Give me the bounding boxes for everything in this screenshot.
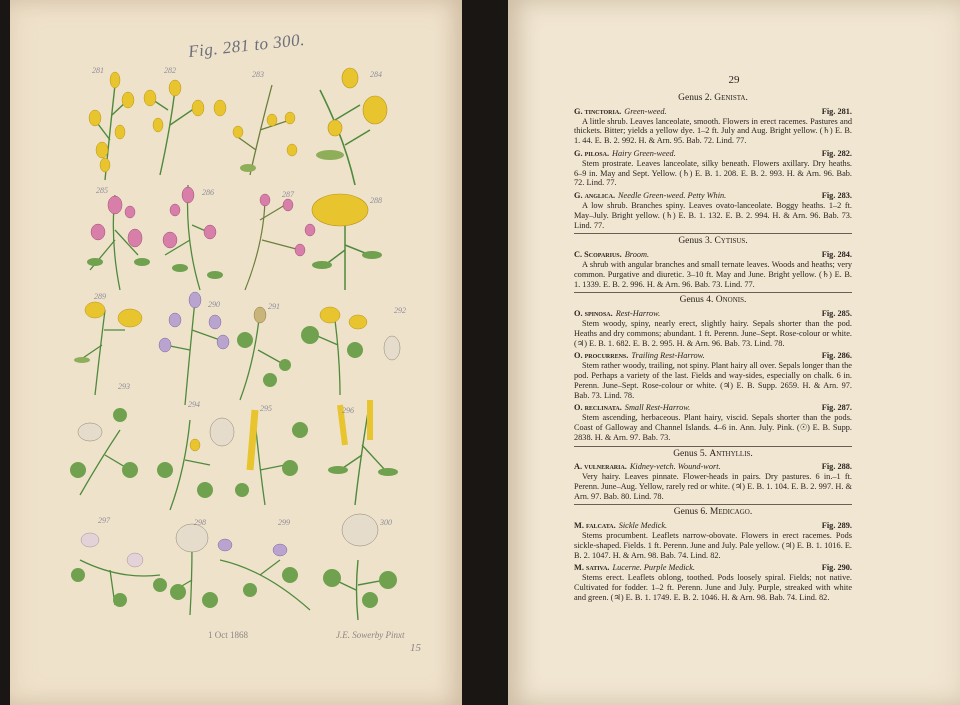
- figure-reference: Fig. 284.: [821, 250, 852, 260]
- fig-number-283: 283: [252, 70, 264, 79]
- species-entry: [574, 149, 852, 188]
- species-name: G. anglica.: [574, 191, 616, 201]
- figure-reference: Fig. 289.: [821, 521, 852, 531]
- common-name: Lucerne. Purple Medick.: [612, 563, 695, 573]
- entry-description: A shrub with angular branches and small ternate leaves. Woods and heaths; very common. Purgative and diuretic. 3–10 ft. May and June. Bright yellow. (♄) E. B. 1. 1339. E. B. 2. 996. H. & Arn. 96. Bab. 73. Lind. 77.: [574, 259, 852, 289]
- genus-number: Genus 4.: [679, 295, 716, 306]
- species-name: C. Scoparius.: [574, 250, 622, 260]
- entry-title: [574, 309, 660, 319]
- figure-reference: Fig. 283.: [821, 191, 852, 201]
- specimen-297: [71, 533, 167, 607]
- specimen-289: [74, 302, 142, 395]
- fig-number-297: 297: [98, 516, 110, 525]
- entry-title: [574, 107, 667, 117]
- specimen-295: [235, 410, 308, 505]
- specimen-299: [218, 539, 310, 610]
- specimen-293: [70, 408, 138, 495]
- entry-header: [574, 149, 852, 159]
- species-name: O. spinosa.: [574, 309, 613, 319]
- entry-description: Stems erect. Leaflets oblong, toothed. Pods loosely spiral. Fields; not native. Cultivated for fodder. 1–2 ft. Perenn. June and July. Purple, streaked with white and green. (♃) E. B. 1. 1749. E. B. 2. 1046. H. & Arn. 98. Bab. 74. Lind. 82.: [574, 573, 852, 602]
- common-name: Small Rest-Harrow.: [624, 403, 691, 413]
- entry-description: A little shrub. Leaves lanceolate, smooth. Flowers in erect racemes. Pastures and thickets. Bitter; yields a yellow dye. 1–2 ft. July and Aug. Bright yellow. (♄) E. B. 1. 44. E. B. 2. 992. H. & Arn. 95. Bab. 72. Lind. 77.: [574, 116, 852, 146]
- entry-header: [574, 403, 852, 413]
- species-entry: [574, 521, 852, 560]
- specimen-292: [301, 307, 400, 395]
- entry-header: [574, 250, 852, 260]
- figure-reference: Fig. 282.: [821, 148, 852, 158]
- specimen-282: [144, 80, 226, 175]
- genus-heading: [574, 296, 852, 306]
- genus-name: Anthyllis.: [709, 448, 753, 459]
- entry-header: [574, 521, 852, 531]
- plate-illustrations: [10, 0, 462, 640]
- species-entry: [574, 403, 852, 442]
- entry-description: A low shrub. Branches spiny. Leaves ovato-lanceolate. Boggy heaths. 1–2 ft. May–July. Bright yellow. (♄) E. B. 1. 132. E. B. 2. 994. H. & Arn. 96. Bab. 73. Lind. 77.: [574, 200, 852, 230]
- common-name: Broom.: [624, 250, 650, 260]
- fig-number-286: 286: [202, 188, 214, 197]
- section-rule: [574, 446, 852, 447]
- entry-title: [574, 149, 676, 159]
- species-name: O. reclinata.: [574, 403, 622, 413]
- entry-title: [574, 521, 667, 531]
- genus-name: Genista.: [714, 93, 748, 103]
- specimen-298: [170, 524, 218, 615]
- fig-number-291: 291: [268, 302, 280, 311]
- common-name: Kidney-vetch. Wound-wort.: [629, 462, 721, 472]
- text-column: [574, 92, 852, 606]
- section-rule: [574, 292, 852, 293]
- species-name: M. falcata.: [574, 521, 616, 531]
- entry-description: Stem prostrate. Leaves lanceolate, silky beneath. Flowers axillary. Dry heaths. 6–9 in. May and Sept. Yellow. (♄) E. B. 1. 208. E. B. 2. 993. H. & Arn. 96. Bab. 72. Lind. 77.: [574, 158, 852, 188]
- plate-number: 15: [410, 642, 421, 654]
- species-name: A. vulneraria.: [574, 462, 627, 472]
- genus-heading: [574, 237, 852, 247]
- genus-number: Genus 3.: [678, 236, 715, 247]
- specimen-287: [245, 194, 315, 290]
- fig-number-296: 296: [342, 406, 354, 415]
- species-name: M. sativa.: [574, 563, 610, 573]
- species-entry: [574, 309, 852, 348]
- botanical-plate: [10, 0, 462, 705]
- species-name: O. procurrens.: [574, 351, 629, 361]
- section-rule: [574, 504, 852, 505]
- common-name: Rest-Harrow.: [615, 309, 661, 319]
- entry-description: Very hairy. Leaves pinnate. Flower-heads in pairs. Dry pastures. 6 in.–1 ft. Perenn. June–Aug. Yellow, rarely red or white. (♃) E. B. 1. 104. E. B. 2. 997. H. & Arn. 97. Bab. 80. Lind. 78.: [574, 472, 852, 501]
- fig-number-293: 293: [118, 382, 130, 391]
- entry-description: Stems procumbent. Leaflets narrow-obovate. Flowers in erect racemes. Pods sickle-shaped. Fields. 1 ft. Perenn. June and July. Pale yellow. (♃) E. B. 1. 1016. E. B. 2. 1047. H. & Arn. 98. Bab. 74. Lind. 82.: [574, 531, 852, 560]
- fig-number-300: 300: [380, 518, 392, 527]
- genus-heading: [574, 450, 852, 460]
- specimen-300: [323, 514, 397, 620]
- fig-number-287: 287: [282, 190, 294, 199]
- plate-artist: J.E. Sowerby Pinxt: [336, 630, 405, 640]
- fig-number-285: 285: [96, 186, 108, 195]
- specimen-283: [233, 85, 297, 175]
- entry-header: [574, 191, 852, 201]
- specimen-296: [328, 400, 398, 505]
- fig-number-294: 294: [188, 400, 200, 409]
- species-entry: [574, 563, 852, 602]
- species-entry: [574, 351, 852, 400]
- common-name: Hairy Green-weed.: [612, 148, 676, 158]
- specimen-284: [316, 68, 387, 185]
- common-name: Trailing Rest-Harrow.: [631, 351, 705, 361]
- entry-description: Stem woody, spiny, nearly erect, slightly hairy. Sepals shorter than the pod. Heaths and dry commons; abundant. 1 ft. Perenn. June–Sept. Rose-colour or white. (♃) E. B. 1. 682. E. B. 2. 995. H. & Arn. 96. Bab. 73. Lind. 78.: [574, 318, 852, 348]
- specimen-285: [87, 195, 150, 290]
- plate-date: 1 Oct 1868: [208, 630, 248, 640]
- entry-header: [574, 563, 852, 573]
- genus-name: Medicago.: [709, 507, 753, 518]
- fig-number-289: 289: [94, 292, 106, 301]
- page-number: 29: [728, 74, 740, 86]
- specimen-291: [237, 307, 291, 400]
- species-entry: [574, 462, 852, 501]
- entry-title: [574, 191, 726, 201]
- genus-number: Genus 2.: [678, 93, 715, 103]
- specimen-281: [89, 72, 134, 180]
- figure-reference: Fig. 286.: [821, 351, 852, 361]
- common-name: Green-weed.: [624, 106, 667, 116]
- genus-name: Cytisus.: [714, 236, 748, 247]
- entry-title: [574, 462, 721, 472]
- species-entry: [574, 191, 852, 230]
- figure-reference: Fig. 281.: [821, 106, 852, 116]
- figure-reference: Fig. 287.: [821, 403, 852, 413]
- specimen-286: [163, 185, 223, 290]
- species-entry: [574, 107, 852, 146]
- fig-number-295: 295: [260, 404, 272, 413]
- fig-number-290: 290: [208, 300, 220, 309]
- species-name: G. tinctoria.: [574, 106, 622, 116]
- figure-reference: Fig. 288.: [821, 462, 852, 472]
- entry-title: [574, 351, 705, 361]
- common-name: Sickle Medick.: [618, 521, 668, 531]
- specimen-294: [157, 418, 234, 510]
- plate-title: Fig. 281 to 300.: [187, 29, 306, 62]
- section-rule: [574, 233, 852, 234]
- fig-number-292: 292: [394, 306, 406, 315]
- species-name: G. pilosa.: [574, 148, 610, 158]
- genus-name: Ononis.: [715, 295, 747, 306]
- entry-description: Stem rather woody, trailing, not spiny. Plant hairy all over. Sepals longer than the pod. Perhaps a variety of the last. Fields and way-sides, especially on chalk. 6 in. Perenn. June–Sept. Rose-colour or white. (♃) E. B. Supp. 2659. H. & Arn. 97. Bab. 73. Lind. 78.: [574, 361, 852, 400]
- fig-number-288: 288: [370, 196, 382, 205]
- entry-header: [574, 462, 852, 472]
- fig-number-284: 284: [370, 70, 382, 79]
- species-entry: [574, 250, 852, 289]
- specimen-288: [312, 194, 382, 290]
- fig-number-299: 299: [278, 518, 290, 527]
- genus-heading: [574, 508, 852, 518]
- fig-number-281: 281: [92, 66, 104, 75]
- figure-reference: Fig. 285.: [821, 309, 852, 319]
- entry-header: [574, 309, 852, 319]
- entry-header: [574, 107, 852, 117]
- fig-number-298: 298: [194, 518, 206, 527]
- genus-number: Genus 5.: [673, 448, 710, 459]
- genus-number: Genus 6.: [673, 507, 710, 518]
- common-name: Needle Green-weed. Petty Whin.: [618, 191, 727, 201]
- genus-heading: [574, 94, 852, 104]
- entry-header: [574, 351, 852, 361]
- entry-title: [574, 250, 649, 260]
- entry-title: [574, 403, 690, 413]
- fig-number-282: 282: [164, 66, 176, 75]
- figure-reference: Fig. 290.: [821, 563, 852, 573]
- entry-title: [574, 563, 695, 573]
- entry-description: Stem ascending, herbaceous. Plant hairy, viscid. Sepals shorter than the pods. Coast of Galloway and Channel Islands. 4–6 in. Ann. July. Pink. (☉) E. B. Supp. 2838. H. & Arn. 97. Bab. 73.: [574, 413, 852, 442]
